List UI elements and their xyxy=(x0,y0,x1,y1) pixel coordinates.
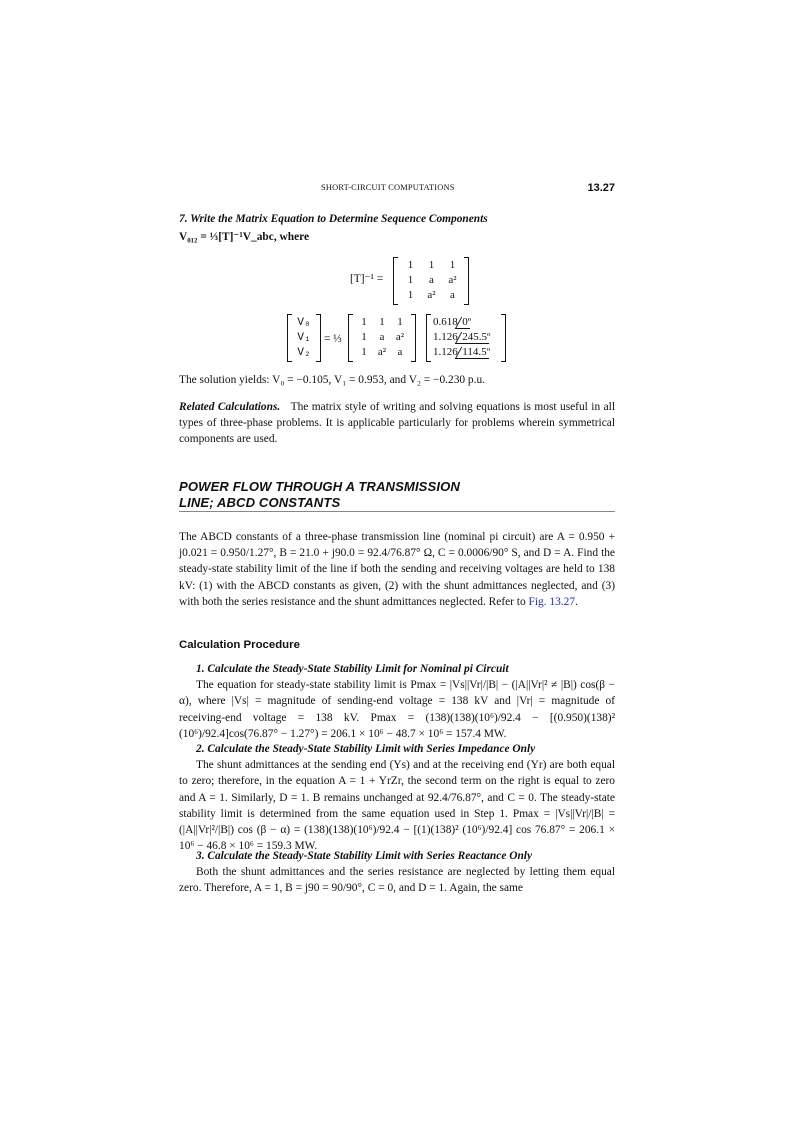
v-sequence-cell: V₂ xyxy=(297,347,311,359)
solution-text: The solution yields: V₀ = −0.105, V₁ = 0.953, and V₂ = −0.230 p.u. xyxy=(179,374,486,386)
related-label: Related Calculations. xyxy=(179,401,281,413)
step-3-heading: 3. Calculate the Steady-State Stability Limit with Series Reactance Only xyxy=(196,850,533,862)
tinv-matrix-cell: a² xyxy=(448,274,457,286)
phase-angle-value: 114.5º xyxy=(462,346,490,358)
equals-one-third: = ⅓ xyxy=(324,333,342,345)
phase-angle-value: 245.5º xyxy=(462,331,491,343)
coefficient-matrix-cell: 1 xyxy=(361,331,367,343)
phase-voltage-vector xyxy=(426,314,506,362)
step-2-heading: 2. Calculate the Steady-State Stability Limit with Series Impedance Only xyxy=(196,743,536,755)
step-7-heading: 7. Write the Matrix Equation to Determine Sequence Components xyxy=(179,213,488,225)
page-number: 13.27 xyxy=(587,182,615,194)
tinv-matrix-cell: 1 xyxy=(407,289,414,301)
section-title-line2: LINE; ABCD CONSTANTS xyxy=(179,495,341,510)
coefficient-matrix-cell: 1 xyxy=(361,316,367,328)
coefficient-matrix-cell: 1 xyxy=(379,316,385,328)
figure-link[interactable]: Fig. 13.27 xyxy=(528,595,576,608)
coefficient-matrix-cell: a² xyxy=(395,331,405,343)
v-sequence-vector xyxy=(287,314,321,362)
phase-magnitude: 0.618 xyxy=(433,316,458,328)
coefficient-matrix-cell: a² xyxy=(377,346,387,358)
tinv-label: [T]⁻¹ = xyxy=(350,273,384,285)
related-text: The matrix style of writing and solving equations is most useful in all types of three-phase problems. It is applicable particularly for problems wherein symmetrical components are used. xyxy=(179,401,616,446)
phase-magnitude: 1.126 xyxy=(433,346,458,358)
coefficient-matrix-cell: a xyxy=(397,346,403,358)
coefficient-matrix-cell: a xyxy=(379,331,385,343)
step-2 xyxy=(179,741,615,854)
coefficient-matrix-cell: 1 xyxy=(361,346,367,358)
problem-statement xyxy=(179,529,615,610)
step-1 xyxy=(179,661,615,742)
step-3 xyxy=(179,848,615,897)
problem-text: The ABCD constants of a three-phase transmission line (nominal pi circuit) are A = 0.950 + j0.021 = 0.950/1.27°, B = 21.0 + j90.0 = 92.4/76.87° Ω, C = 0.0006/90° S, and D = A. Find the steady-state stability limit of the line if both the sending and receiving voltages are held to 138 kV: (1) with the ABCD constants as given, (2) with the shunt admittances neglected, and (3) with both the series resistance and the shunt admittances neglected. Refer to xyxy=(179,531,615,608)
tinv-matrix-cell: 1 xyxy=(428,259,435,271)
phase-voltage-cell xyxy=(433,330,492,346)
step-1-heading: 1. Calculate the Steady-State Stability Limit for Nominal pi Circuit xyxy=(196,663,509,675)
tinv-matrix-cell: 1 xyxy=(449,259,456,271)
phase-angle xyxy=(455,347,495,359)
v-sequence-cell: V₁ xyxy=(297,332,311,344)
section-rule xyxy=(179,511,615,512)
tinv-matrix-cell: 1 xyxy=(407,259,414,271)
tinv-matrix-cell: 1 xyxy=(407,274,414,286)
section-title-line1: POWER FLOW THROUGH A TRANSMISSION xyxy=(179,479,460,494)
tinv-matrix xyxy=(393,257,469,305)
running-title: SHORT-CIRCUIT COMPUTATIONS xyxy=(321,183,455,192)
step-2-body: The shunt admittances at the sending end (Ys) and at the receiving end (Yr) are both equal to zero; therefore, in the equation A = 1 + YrZr, the second term on the right is equal to zero and A = 1. Similarly, D = 1. B remains unchanged at 92.4/76.87°, and C = 0. The steady-state stability limit is determined from the same equation used in Step 1. Pmax = |Vs||Vr|/|B| = (|A||Vr|²/|B|) cos (β − α) = (138)(138)(10⁶)/92.4 − [(1)(138)² (10⁶)/92.4] cos 76.87° = 206.1 × 10⁶ − 46.8 × 10⁶ = 159.3 MW. xyxy=(179,759,615,853)
v012-equation-text: V₀₁₂ = ⅓[T]⁻¹V_abc, where xyxy=(179,231,310,243)
running-header xyxy=(179,182,615,196)
step-1-body: The equation for steady-state stability limit is Pmax = |Vs||Vr|/|B| − (|A||Vr|² ≠ |B|) cos(β − α), where |Vs| = magnitude of sending-end voltage = 138 kV and |Vr| = magnitude of receiving-end voltage = 138 kV. Pmax = (138)(138)(10⁶)/92.4 − [(0.950)(138)² (10⁶)/92.4]cos(76.87° − 1.27°) = 206.1 × 10⁶ − 48.7 × 10⁶ = 157.4 MW. xyxy=(179,679,615,740)
step-3-body: Both the shunt admittances and the series resistance are neglected by letting them equal zero. Therefore, A = 1, B = j90 = 90/90°, C = 0, and D = 1. Again, the same xyxy=(179,866,615,895)
calculation-procedure-heading: Calculation Procedure xyxy=(179,639,300,651)
phase-angle xyxy=(455,332,496,344)
problem-end: . xyxy=(575,595,578,608)
phase-magnitude: 1.126 xyxy=(433,331,458,343)
coefficient-matrix xyxy=(348,314,416,362)
tinv-matrix-cell: a xyxy=(450,289,455,301)
v-sequence-cell: V₀ xyxy=(297,317,311,329)
related-calculations xyxy=(179,399,615,448)
coefficient-matrix-cell: 1 xyxy=(397,316,403,328)
phase-angle-value: 0º xyxy=(462,316,471,328)
section-title xyxy=(179,479,615,511)
phase-voltage-cell xyxy=(433,345,492,361)
tinv-matrix-cell: a² xyxy=(427,289,436,301)
phase-voltage-cell xyxy=(433,315,473,331)
v012-equation-intro xyxy=(179,229,309,245)
tinv-matrix-cell: a xyxy=(429,274,434,286)
